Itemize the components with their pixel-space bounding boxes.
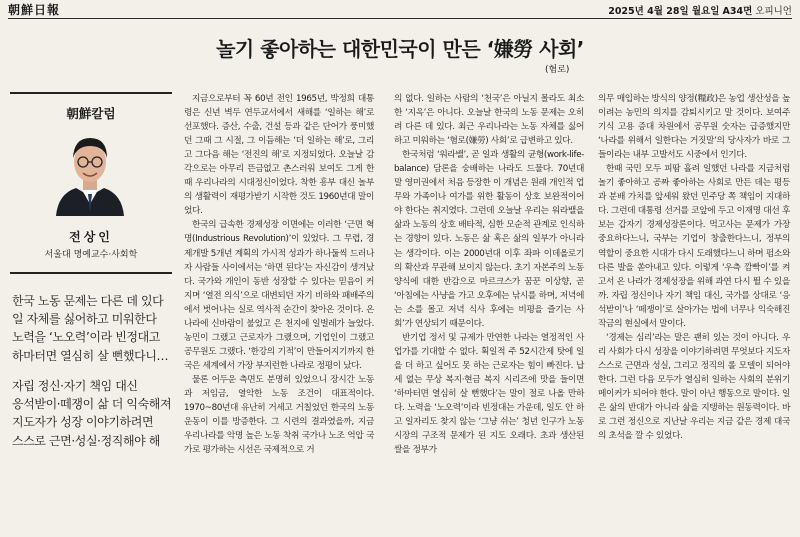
body-paragraph: ‘경제는 심리’라는 말은 괜히 있는 것이 아니다. 우리 사회가 다시 성장을 이야기하려면 무엇보다 지도자 스스로 근면과 성실, 그리고 정직의 롤 모델이 되어야 한다. 그런 다음 모두가 열심히 일하는 사회의 분위기 메이커가 되어야 한다. 말이 아닌 행동으로 말이다. 일은 삶의 반대가 아니라 삶을 지탱하는 원동력이다. 바로 그런 정신으로 지난날 우리는 지금 같은 경제 대국의 초석을 깔 수 있었다. bbox=[598, 332, 790, 442]
body-paragraph: 의무 매입하는 방식의 양정(糧政)은 농업 생산성을 높이려는 농민의 의지를 감퇴시키고 말 것이다. 보여주기식 고용 증대 차원에서 공무원 숫자는 급증했지만 ‘나라를 위해서 일한다는 거짓말’의 당사자가 바로 그들이라는 내부 고발서도 시중에서 인기다. bbox=[598, 94, 790, 161]
body-paragraph: 한때 국민 모두 피땀 흘려 일했던 나라를 지금처럼 놀기 좋아하고 공짜 좋아하는 사회로 만든 데는 평등과 분배 가치를 앞세워 왔던 민주당 쪽 책임이 지대하다. 그런데 대통령 선거를 코앞에 두고 이재명 대선 후보는 갑자기 경제성장론이다. 먹고사는 문제가 가장 중요하다느니, 국부는 기업이 창출한다느니, 정부의 역할이 중요한 시대가 다시 도래했다느니 하며 펌소와 다른 발을 쏟아내고 있다. 이렇게 ‘우측 깜빡이’를 켜고서 온 나라가 경제성장을 위해 과연 다시 뛸 수 있을까. 자립 정신이나 자기 책임 대신, 국가를 상대로 ‘응석받이’나 ‘떼쟁이’로 살아가는 법에 너무나 익숙해진 작금의 현실에서 말이다. bbox=[598, 164, 790, 329]
headline-note: (혐로) bbox=[545, 65, 570, 75]
body-column-2 bbox=[394, 92, 584, 457]
pullquote-line: 일 자체를 싫어하고 미워한다 bbox=[12, 312, 157, 327]
article-headline: 놀기 좋아하는 대한민국이 만든 ‘嫌勞 사회’ bbox=[216, 37, 584, 61]
pullquote-2 bbox=[12, 377, 174, 450]
author-portrait bbox=[52, 124, 128, 216]
body-paragraph: 물론 어두운 측면도 분명히 있었으니 장시간 노동과 저임금, 열악한 노동 조건이 대표적이다. 1970~80년대 유난히 거세고 거칠었던 한국의 노동운동이 이를 방증한다. 그 시련의 결과였을까, 지금 우리나라를 악명 높은 노동 착취 국가나 노조 억압 국가로 평가하는 시선은 국제적으로 거 bbox=[184, 374, 374, 456]
body-column-3 bbox=[598, 92, 790, 443]
sidebar-divider bbox=[10, 272, 172, 274]
author-name: 전상인 bbox=[69, 230, 113, 244]
section-name: 오피니언 bbox=[755, 6, 792, 17]
body-paragraph: 반기업 정서 및 규제가 만연한 나라는 열정적인 사업가를 기대할 수 없다. 획일적 주 52시간제 탓에 일을 더 하고 싶어도 못 하는 근로자는 힘이 빠진다. 납세 없는 무상 복지·현금 복지 시리즈에 맛을 들이면 ‘하마터면 열심히 살 뻔했다’는 말이 절로 나올 만하다. 노력을 ‘노오력’이라 빈정대는 가운데, 일도 안 하고 일자리도 찾지 않는 ‘그냥 쉬는’ 청년 인구가 노동시장의 구조적 문제가 된 지도 오래다. 초과 생산된 쌀을 정부가 bbox=[394, 332, 584, 456]
body-paragraph: 한국의 급속한 경제성장 이면에는 이러한 ‘근면 혁명(Industrious Revolution)’이 있었다. 그 무렵, 경제개발 5개년 계획의 가시적 성과가 하나둘씩 드러나자 사람들 사이에서는 ‘하면 된다’는 자신감이 생겨났다. 국가와 개인이 동반 성장할 수 있다는 믿음이 커지며 ‘열전 의식’으로 대변되던 자기 비하와 패배주의에서 벗어나는 실로 역사적 순간이 찾아온 것이다. 온 나라에 신바람이 불었고 은 천지에 일벌레가 늘었다. 농민이 그랬고 근로자가 그랬으며, 기업인이 그랬고 공무원도 그랬다. ‘한강의 기적’이 만들어지기까지 한국은 세계에서 가장 부지런한 나라로 정평이 났다. bbox=[184, 220, 374, 371]
masthead-logo: 朝鮮日報 bbox=[8, 3, 61, 17]
pullquote-line: 하마터면 열심히 살 뻔했다니… bbox=[12, 348, 169, 363]
column-top-rule bbox=[10, 92, 172, 94]
body-paragraph: 의 없다. 일하는 사람의 ‘천국’은 아닐지 몰라도 최소한 ‘지옥’은 아니다. 오늘날 한국의 노동 문제는 오히려 다른 데 있다. 최근 우리나라는 노동 자체를 싫어하고 미워하는 ‘혐로(嫌勞) 사회’로 급변하고 있다. bbox=[394, 94, 584, 147]
pullquote-1 bbox=[12, 292, 174, 365]
pullquote-line: 스스로 근면·성실·정직해야 해 bbox=[12, 433, 160, 448]
body-column-1 bbox=[184, 92, 374, 457]
body-paragraph: 한국처럼 ‘워라밸’, 곧 일과 생활의 균형(work-life-balance) 담론을 숭배하는 나라도 드물다. 70년대 말 영미권에서 처음 등장한 이 개념은 원래 개인적 업무와 가족이나 여가를 위한 활동이 상호 보완적이어야 한다는 취지였다. 그런데 오늘날 우리는 워라밸을 삶과 노동의 상호 배타적, 심한 모순적 관계로 인식하는 경향이 있다. 노동은 삶 혹은 삶의 일부가 아니라는 생각이다. 이는 2000년대 이후 좌파 이데올로기의 확산과 무관해 보이지 않는다. 초기 자본주의 노동 양식에 대한 반감으로 마르크스가 꿈꾼 이상향, 곧 ‘아침에는 사냥을 가고 오후에는 낚시를 하며, 저녁에는 소를 몰고 저녁 식사 후에는 비평을 즐기는 사회’가 연상되기 때문이다. bbox=[394, 150, 584, 329]
pullquote-line: 응석받이·떼쟁이 삶 더 익숙해져 bbox=[12, 397, 172, 412]
dateline bbox=[608, 3, 792, 17]
author-title: 서울대 명예교수·사회학 bbox=[44, 250, 138, 260]
body-paragraph: 지금으로부터 꼭 60년 전인 1965년, 박정희 대통령은 신년 벽두 연두교서에서 새해를 ‘일하는 해’로 선포했다. 증산, 수출, 건설 등과 같은 단어가 풍미했던 그때 그 시절, 그 이듬해는 ‘더 일하는 해’로, 그리고 그다음 해는 ‘전진의 해’로 지정되었다. 오늘날 감각으로는 아무리 뜬금없고 촌스러워 보여도 그게 한때 우리나라의 시대정신이었다. 착한 흥부 대신 놀부의 생활력이 재평가받기 시작한 것도 1960년대 말이었다. bbox=[184, 94, 374, 217]
pullquote-line: 한국 노동 문제는 다른 데 있다 bbox=[12, 294, 164, 308]
issue-date: 2025년 4월 28일 월요일 bbox=[608, 6, 720, 17]
pullquote-line: 자립 정신·자기 책임 대신 bbox=[12, 379, 138, 393]
page-number: A34면 bbox=[722, 6, 753, 17]
pullquote-line: 노력을 ‘노오력’이라 빈정대고 bbox=[12, 330, 160, 345]
masthead-bar bbox=[8, 0, 792, 19]
column-label: 朝鮮칼럼 bbox=[66, 106, 116, 121]
pullquote-line: 지도자가 성장 이야기하려면 bbox=[12, 415, 154, 430]
